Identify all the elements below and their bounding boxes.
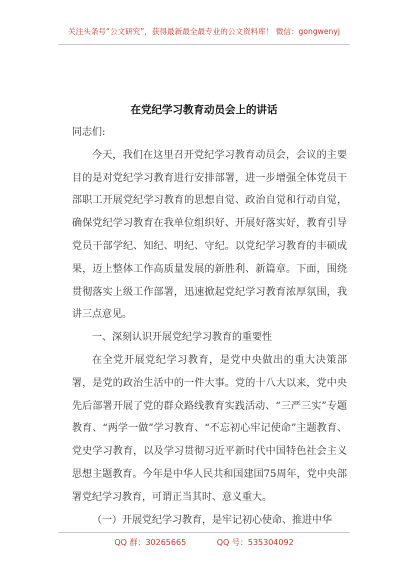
qq-group: QQ 群：30265665 — [114, 538, 187, 547]
footer-contact — [0, 537, 408, 548]
header-divider — [58, 44, 350, 45]
section-heading: 一、深刻认识开展党纪学习教育的重要性 — [92, 332, 272, 344]
subsection-heading: （一）开展党纪学习教育，是牢记初心使命、推进中华 — [92, 514, 332, 526]
footer-divider — [58, 532, 350, 533]
document-title: 在党纪学习教育动员会上的讲话 — [130, 104, 278, 116]
header-note: 关注头条号“公文研究”，获得最新最全最专业的公文资料库！ 微信：gongwenyj — [68, 27, 340, 36]
paragraph: 在全党开展党纪学习教育，是党中央做出的重大决策部署，是党的政治生活中的一件大事。党的十八大以来，党中央先后部署开展了党的群众路线教育实践活动、“三严三实”专题教育、“两学一做”学习教育、“不忘初心牢记使命”主题教育、党史学习教育，以及学习贯彻习近平新时代中国特色社会主义思想主题教育。今年是中华人民共和国建国75周年，党中央部署党纪学习教育，可谓正当其时、意义重大。 — [72, 354, 347, 503]
document-body — [72, 122, 347, 532]
qq-number: QQ 号：535304092 — [216, 538, 294, 547]
salutation: 同志们: — [72, 127, 106, 138]
paragraph: 今天，我们在这里召开党纪学习教育动员会，会议的主要目的是对党纪学习教育进行安排部署，进一步增强全体党员干部职工开展党纪学习教育的思想自觉、政治自觉和行动自觉，确保党纪学习教育在我单位组织好、开展好落实好，教育引导党员干部学纪、知纪、明纪、守纪。以党纪学习教育的丰硕成果，迈上整体工作高质量发展的新胜利、新篇章。下面，围绕贯彻落实上级工作部署，迅速掀起党纪学习教育浓厚氛围，我讲三点意见。 — [72, 149, 347, 321]
